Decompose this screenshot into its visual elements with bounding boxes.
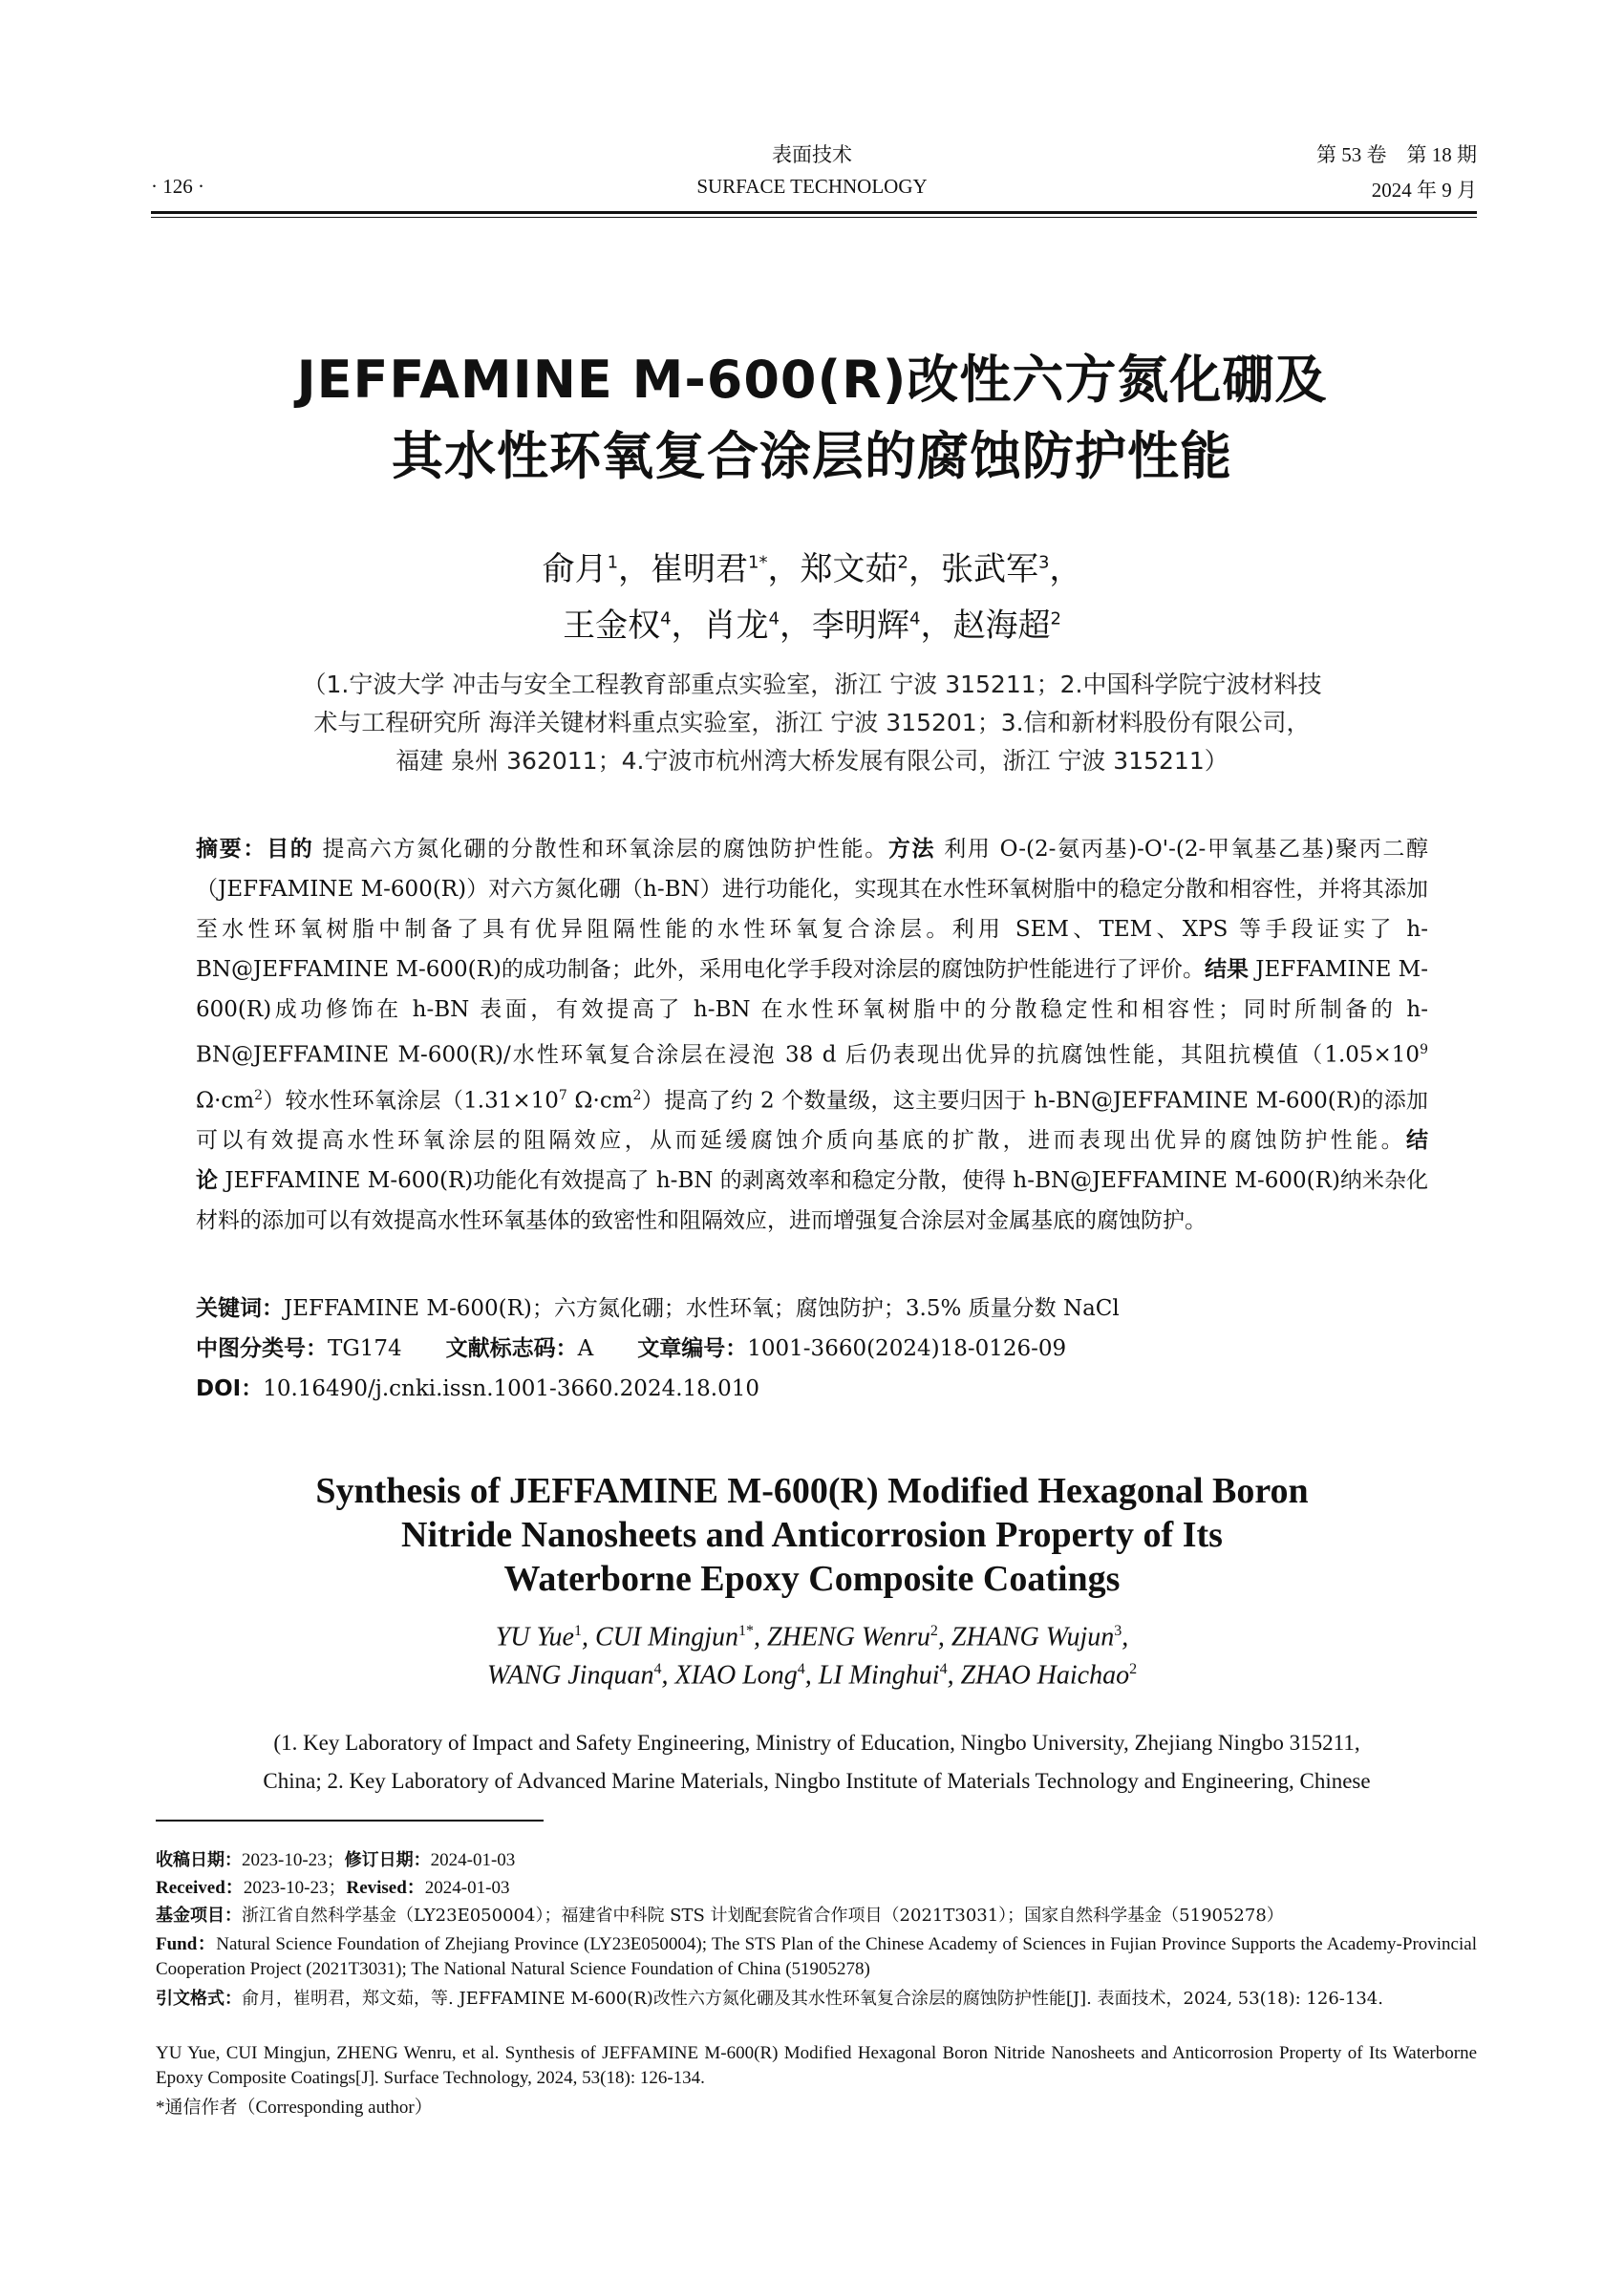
result-text: ）提高了约 2 个数量级，这主要归因于 h-BN@JEFFAMINE M-600(R)的添加可以有效提高水性环氧涂层的阻隔效应，从而延缓腐蚀介质向基底的扩散，进而表现出优异的腐蚀防护性能。 bbox=[196, 1088, 1429, 1154]
method-label: 方法 bbox=[887, 837, 936, 862]
affil-cn-line: （1.宁波大学 冲击与安全工程教育部重点实验室，浙江 宁波 315211；2.中国科学院宁波材料技 bbox=[302, 671, 1322, 698]
result-label: 结果 bbox=[1204, 957, 1249, 982]
doc-code-value: A bbox=[577, 1336, 594, 1361]
received-cn-label: 收稿日期： bbox=[156, 1850, 242, 1870]
purpose-label: 目的 bbox=[267, 837, 314, 862]
footnote-rule bbox=[156, 1820, 544, 1822]
author-cn: 肖龙 bbox=[703, 607, 769, 645]
exponent: 2 bbox=[254, 1087, 263, 1103]
author-sup: 1 bbox=[607, 552, 619, 573]
title-en-line: Synthesis of JEFFAMINE M-600(R) Modified Hexagonal Boron bbox=[315, 1471, 1309, 1511]
article-number-value: 1001-3660(2024)18-0126-09 bbox=[747, 1336, 1067, 1361]
authors-cn-line1: 俞月$^1$，崔明君$^{1*}$，郑文茹$^2$，张武军$^3$， bbox=[542, 550, 1082, 588]
author-en: , CUI Mingjun bbox=[581, 1622, 739, 1652]
title-en bbox=[0, 1469, 1624, 1601]
footnote-fund-en bbox=[156, 1932, 1477, 1982]
footnote-cite-en: YU Yue, CUI Mingjun, ZHENG Wenru, et al. Synthesis of JEFFAMINE M-600(R) Modified Hexagonal Boron Nitride Nanosheets and Anticorrosion Property of Its Waterborne Epoxy Composite Coatings[J]. Surface Technology, 2024, 53(18): 126-134. bbox=[156, 2043, 1477, 2088]
title-cn-line2: 其水性环氧复合涂层的腐蚀防护性能 bbox=[392, 426, 1232, 486]
method-text: 利用 O-(2-氨丙基)-O'-(2-甲氧基乙基)聚丙二醇（JEFFAMINE M-600(R)）对六方氮化硼（h-BN）进行功能化，实现其在水性环氧树脂中的稳定分散和相容性，并将其添加至水性环氧树脂中制备了具有优异阻隔性能的水性环氧复合涂层。利用 SEM、TEM、XPS 等手段证实了 h-BN@JEFFAMINE M-600(R)的成功制备；此外，采用电化学手段对涂层的腐蚀防护性能进行了评价。 bbox=[196, 837, 1429, 982]
cite-cn-label: 引文格式： bbox=[156, 1989, 242, 2009]
fund-cn-value: 浙江省自然科学基金（LY23E050004）；福建省中科院 STS 计划配套院省合作项目（2021T3031）；国家自然科学基金（51905278） bbox=[242, 1906, 1284, 1926]
abstract-label: 摘要： bbox=[196, 837, 267, 862]
abstract bbox=[196, 829, 1428, 1241]
author-cn: 李明辉 bbox=[812, 607, 909, 645]
cite-cn-value: 俞月，崔明君，郑文茹，等. JEFFAMINE M-600(R)改性六方氮化硼及其水性环氧复合涂层的腐蚀防护性能[J]. 表面技术，2024, 53(18): 126-134. bbox=[242, 1989, 1383, 2009]
revised-cn-label: 修订日期： bbox=[344, 1850, 431, 1870]
author-sup: 2 bbox=[897, 552, 908, 573]
author-cn: 张武军 bbox=[940, 550, 1038, 588]
header-rule-thin bbox=[151, 217, 1477, 218]
author-sup: 2 bbox=[1050, 608, 1061, 629]
fund-en-value: Natural Science Foundation of Zhejiang Province (LY23E050004); The STS Plan of the Chinese Academy of Sciences in Fujian Province Supports the Academy-Provincial Cooperation Project (2021T3031); The National Natural Science Foundation of China (51905278) bbox=[156, 1934, 1477, 1979]
doi-value[interactable]: 10.16490/j.cnki.issn.1001-3660.2024.18.010 bbox=[263, 1376, 759, 1401]
title-en-line: Nitride Nanosheets and Anticorrosion Property of Its bbox=[401, 1515, 1223, 1555]
doi bbox=[196, 1371, 1428, 1402]
author-sup: 2 bbox=[1129, 1661, 1138, 1677]
author-sup: 4 bbox=[660, 608, 672, 629]
author-sup: 4 bbox=[653, 1661, 662, 1677]
author-sup: 4 bbox=[909, 608, 921, 629]
article-number-label: 文章编号： bbox=[637, 1336, 748, 1361]
conclusion-text: JEFFAMINE M-600(R)功能化有效提高了 h-BN 的剥离效率和稳定分散，使得 h-BN@JEFFAMINE M-600(R)纳米杂化材料的添加可以有效提高水性环氧基体的致密性和阻隔效应，进而增强复合涂层对金属基底的腐蚀防护。 bbox=[196, 1168, 1429, 1234]
page-number: · 126 · bbox=[151, 175, 204, 198]
exponent: 9 bbox=[1420, 1042, 1428, 1057]
fund-en-label: Fund： bbox=[156, 1934, 217, 1954]
affiliations-en bbox=[210, 1724, 1423, 1801]
purpose-text: 提高六方氮化硼的分散性和环氧涂层的腐蚀防护性能。 bbox=[322, 837, 888, 862]
authors-en-line2 bbox=[0, 1651, 1624, 1694]
exponent: 7 bbox=[558, 1087, 567, 1103]
result-text: Ω·cm bbox=[196, 1088, 255, 1114]
author-sup: 1* bbox=[738, 1623, 755, 1639]
author-sup: 4 bbox=[939, 1661, 948, 1677]
author-sup: 1* bbox=[748, 552, 768, 573]
keywords bbox=[196, 1290, 1428, 1322]
author-sup: 3 bbox=[1037, 552, 1050, 573]
doc-code-label: 文献标志码： bbox=[445, 1336, 578, 1361]
author-en: , ZHANG Wujun bbox=[937, 1622, 1115, 1652]
author-en: WANG Jinquan bbox=[486, 1660, 654, 1691]
result-text: Ω·cm bbox=[566, 1088, 633, 1114]
classification bbox=[196, 1331, 1428, 1362]
received-cn-value: 2023-10-23； bbox=[242, 1850, 345, 1870]
received-en-value: 2023-10-23； bbox=[243, 1878, 347, 1898]
journal-name-en: SURFACE TECHNOLOGY bbox=[696, 175, 928, 198]
volume-issue: 第 53 卷 第 18 期 bbox=[1316, 143, 1477, 166]
author-en-sep: , bbox=[1122, 1622, 1129, 1652]
author-sup: 4 bbox=[768, 608, 780, 629]
author-en: YU Yue bbox=[495, 1622, 574, 1652]
author-cn: 赵海超 bbox=[952, 607, 1051, 645]
header-rule-thick bbox=[151, 211, 1477, 214]
fund-cn-label: 基金项目： bbox=[156, 1906, 242, 1926]
author-sup: 3 bbox=[1114, 1623, 1122, 1639]
keywords-value: JEFFAMINE M-600(R)；六方氮化硼；水性环氧；腐蚀防护；3.5% 质量分数 NaCl bbox=[284, 1296, 1120, 1321]
author-sup: 4 bbox=[797, 1661, 805, 1677]
author-en: , XIAO Long bbox=[661, 1660, 798, 1691]
author-en: , ZHAO Haichao bbox=[947, 1660, 1130, 1691]
issue-date: 2024 年 9 月 bbox=[1371, 179, 1477, 202]
author-cn: 崔明君 bbox=[651, 550, 749, 588]
authors-cn-line2: 王金权$^4$，肖龙$^4$，李明辉$^4$，赵海超$^2$ bbox=[563, 607, 1061, 645]
conclusion-label: 结论 bbox=[196, 1128, 1428, 1194]
author-sup: 2 bbox=[930, 1623, 938, 1639]
author-en: , LI Minghui bbox=[804, 1660, 940, 1691]
doi-label: DOI： bbox=[196, 1376, 264, 1401]
clc-value: TG174 bbox=[328, 1336, 402, 1361]
title-cn-line1: JEFFAMINE M-600(R)改性六方氮化硼及 bbox=[296, 350, 1328, 410]
affil-en-line: China; 2. Key Laboratory of Advanced Marine Materials, Ningbo Institute of Materials Technology and Engineering, Chinese bbox=[263, 1769, 1371, 1793]
revised-en-label: Revised： bbox=[346, 1878, 425, 1898]
author-cn: 郑文茹 bbox=[800, 550, 898, 588]
footnote-corresponding: *通信作者（Corresponding author） bbox=[156, 2098, 433, 2118]
result-text: JEFFAMINE M-600(R)成功修饰在 h-BN 表面，有效提高了 h-BN 在水性环氧树脂中的分散稳定性和相容性；同时所制备的 h-BN@JEFFAMINE M-600(R)/水性环氧复合涂层在浸泡 38 d 后仍表现出优异的抗腐蚀性能，其阻抗模值（1.05×10 bbox=[196, 957, 1429, 1068]
title-en-line: Waterborne Epoxy Composite Coatings bbox=[503, 1559, 1121, 1599]
journal-name-cn: 表面技术 bbox=[772, 143, 852, 166]
clc-label: 中图分类号： bbox=[196, 1336, 328, 1361]
received-en-label: Received： bbox=[156, 1878, 244, 1898]
affil-en-line: (1. Key Laboratory of Impact and Safety Engineering, Ministry of Education, Ningbo University, Zhejiang Ningbo 315211, bbox=[273, 1731, 1360, 1755]
exponent: 2 bbox=[632, 1087, 642, 1103]
author-cn: 俞月 bbox=[542, 550, 608, 588]
revised-cn-value: 2024-01-03 bbox=[430, 1850, 516, 1870]
author-en: , ZHENG Wenru bbox=[754, 1622, 930, 1652]
affiliations-cn bbox=[191, 666, 1433, 780]
author-sup: 1 bbox=[573, 1623, 582, 1639]
footnote-received-cn bbox=[156, 1848, 1477, 1873]
affil-cn-line: 术与工程研究所 海洋关键材料重点实验室，浙江 宁波 315201；3.信和新材料股份有限公司， bbox=[313, 709, 1311, 736]
author-cn: 王金权 bbox=[563, 607, 661, 645]
result-text: ）较水性环氧涂层（1.31×10 bbox=[263, 1088, 559, 1114]
affil-cn-line: 福建 泉州 362011；4.宁波市杭州湾大桥发展有限公司，浙江 宁波 315211） bbox=[395, 747, 1229, 775]
keywords-label: 关键词： bbox=[196, 1296, 284, 1321]
footnote-received-en bbox=[156, 1876, 1477, 1901]
footnote-fund-cn bbox=[156, 1904, 1477, 1928]
revised-en-value: 2024-01-03 bbox=[424, 1878, 510, 1898]
footnote-cite-cn bbox=[156, 1987, 1477, 2012]
